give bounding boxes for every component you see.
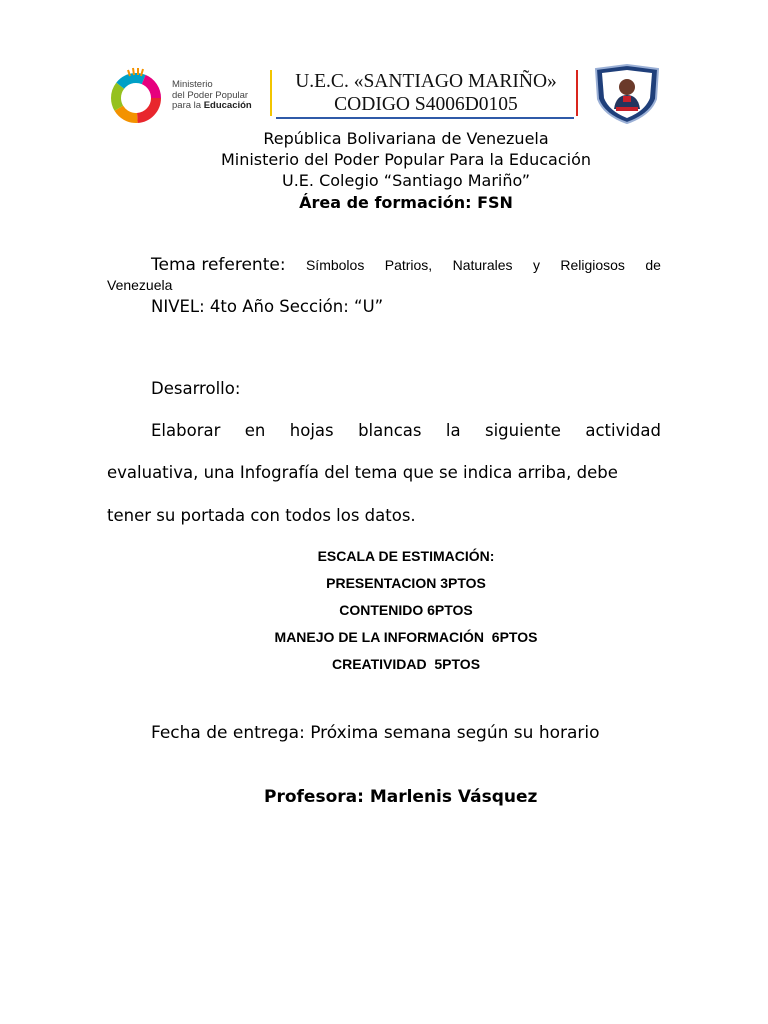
school-shield-icon [592,63,662,125]
topic-colon: : [279,255,286,275]
topic-continuation: Venezuela [107,277,173,293]
title-republic: República Bolivariana de Venezuela [263,129,549,148]
title-school: U.E. Colegio “Santiago Mariño” [281,171,531,190]
ministry-logo [106,66,266,124]
header-divider-red [576,70,578,116]
ministry-logo-line3 [172,101,252,112]
development-word: siguiente [484,421,561,440]
topic-word: Patrios, [384,257,433,273]
development-line1 [151,420,661,442]
development-line3: tener su portada con todos los datos. [107,506,416,525]
development-word: Elaborar [151,421,221,440]
school-shield [592,63,662,125]
ministry-logo-line2: del Poder Popular [172,89,249,101]
ministry-logo-text [172,80,252,112]
topic-word: Símbolos [305,257,365,273]
topic-word: Naturales [452,257,513,273]
development-word: la [445,421,461,440]
ministry-logo-line1: Ministerio [172,79,213,90]
development-heading: Desarrollo: [151,379,241,398]
scale-title: ESCALA DE ESTIMACIÓN: [317,548,495,564]
development-word: en [244,421,266,440]
topic-word: y [532,257,540,273]
topic-line [151,255,661,275]
development-line2: evaluativa, una Infografía del tema que se indica arriba, debe [107,463,618,482]
title-area: Área de formación: FSN [299,193,513,212]
scale-item: CREATIVIDAD 5PTOS [331,656,481,672]
ministry-logo-line3-bold: Educación [203,100,252,111]
school-name: U.E.C. «SANTIAGO MARIÑO» [295,71,557,92]
header-divider-yellow [270,70,272,116]
ministry-logo-ring-icon [106,66,168,124]
school-code: CODIGO S4006D0105 [334,94,518,115]
scale-item: MANEJO DE LA INFORMACIÓN 6PTOS [274,629,538,645]
development-word: actividad [585,421,661,440]
topic-label [151,255,286,275]
header-underline [276,117,574,119]
scale-item: PRESENTACION 3PTOS [326,575,486,591]
development-word: blancas [358,421,422,440]
school-header [278,70,574,116]
scale-item: CONTENIDO 6PTOS [339,602,473,618]
ministry-logo-line3-prefix: para la [172,100,204,111]
teacher-name: Profesora: Marlenis Vásquez [264,787,538,807]
topic-word: de [645,257,661,273]
topic-label-text: Tema referente [151,255,280,275]
title-ministry: Ministerio del Poder Popular Para la Educación [220,150,592,169]
topic-word: Religiosos [560,257,625,273]
due-date: Fecha de entrega: Próxima semana según su horario [151,723,600,743]
level-line: NIVEL: 4to Año Sección: “U” [151,297,384,316]
development-word: hojas [289,421,334,440]
